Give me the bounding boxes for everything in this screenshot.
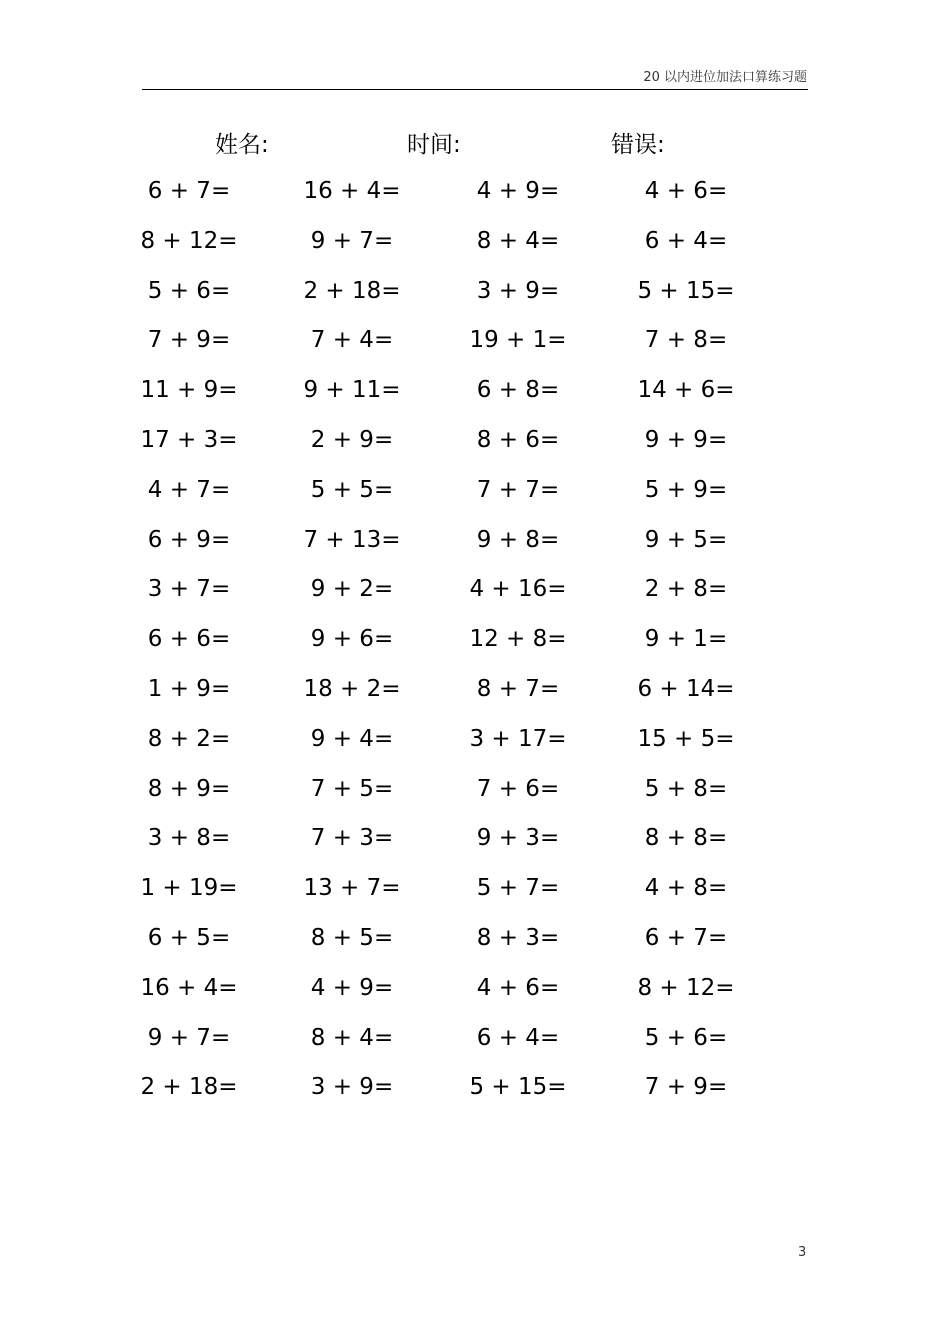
problem-item: 8 + 9=: [147, 776, 231, 802]
problem-item: 2 + 18=: [140, 1074, 238, 1100]
problem-item: 9 + 3=: [476, 825, 560, 851]
problem-item: 3 + 9=: [310, 1074, 394, 1100]
problem-item: 5 + 9=: [644, 477, 728, 503]
problem-item: 6 + 9=: [147, 527, 231, 553]
problem-item: 7 + 6=: [476, 776, 560, 802]
problem-item: 4 + 6=: [476, 975, 560, 1001]
problem-item: 7 + 4=: [310, 327, 394, 353]
problem-item: 19 + 1=: [469, 327, 567, 353]
problem-item: 4 + 9=: [476, 178, 560, 204]
page-number: 3: [798, 1245, 807, 1260]
problem-item: 9 + 7=: [310, 228, 394, 254]
problem-item: 8 + 8=: [644, 825, 728, 851]
problem-item: 17 + 3=: [140, 427, 238, 453]
problem-item: 1 + 19=: [140, 875, 238, 901]
problem-item: 5 + 6=: [644, 1025, 728, 1051]
problem-item: 7 + 13=: [303, 527, 401, 553]
problem-item: 8 + 3=: [476, 925, 560, 951]
problem-item: 15 + 5=: [637, 726, 735, 752]
errors-field-label: 错误:: [611, 132, 665, 158]
problem-item: 2 + 9=: [310, 427, 394, 453]
problem-item: 8 + 7=: [476, 676, 560, 702]
problem-item: 16 + 4=: [303, 178, 401, 204]
problem-item: 7 + 3=: [310, 825, 394, 851]
problem-item: 4 + 8=: [644, 875, 728, 901]
problem-item: 8 + 12=: [140, 228, 238, 254]
problem-item: 4 + 9=: [310, 975, 394, 1001]
problem-item: 7 + 5=: [310, 776, 394, 802]
problem-item: 3 + 17=: [469, 726, 567, 752]
problem-item: 9 + 9=: [644, 427, 728, 453]
problem-item: 9 + 8=: [476, 527, 560, 553]
problem-item: 5 + 5=: [310, 477, 394, 503]
problem-item: 2 + 8=: [644, 576, 728, 602]
problem-item: 4 + 16=: [469, 576, 567, 602]
problem-item: 3 + 9=: [476, 278, 560, 304]
problem-item: 7 + 8=: [644, 327, 728, 353]
problem-item: 8 + 12=: [637, 975, 735, 1001]
problem-item: 3 + 7=: [147, 576, 231, 602]
problem-item: 8 + 5=: [310, 925, 394, 951]
problem-item: 9 + 6=: [310, 626, 394, 652]
problem-item: 5 + 15=: [469, 1074, 567, 1100]
problem-item: 9 + 11=: [303, 377, 401, 403]
problem-item: 8 + 4=: [476, 228, 560, 254]
problem-item: 8 + 6=: [476, 427, 560, 453]
problem-item: 7 + 7=: [476, 477, 560, 503]
problem-item: 8 + 2=: [147, 726, 231, 752]
problem-item: 9 + 4=: [310, 726, 394, 752]
problem-item: 6 + 4=: [476, 1025, 560, 1051]
problem-item: 6 + 7=: [644, 925, 728, 951]
problem-item: 9 + 5=: [644, 527, 728, 553]
problem-item: 7 + 9=: [644, 1074, 728, 1100]
problem-item: 1 + 9=: [147, 676, 231, 702]
problem-item: 2 + 18=: [303, 278, 401, 304]
problem-item: 12 + 8=: [469, 626, 567, 652]
problem-item: 6 + 7=: [147, 178, 231, 204]
problem-item: 9 + 7=: [147, 1025, 231, 1051]
problem-item: 5 + 6=: [147, 278, 231, 304]
time-field-label: 时间:: [407, 132, 461, 158]
header-title: 20 以内进位加法口算练习题: [643, 70, 807, 85]
problem-item: 4 + 7=: [147, 477, 231, 503]
problem-item: 6 + 8=: [476, 377, 560, 403]
problem-item: 14 + 6=: [637, 377, 735, 403]
problem-item: 7 + 9=: [147, 327, 231, 353]
name-field-label: 姓名:: [215, 132, 269, 158]
problem-item: 16 + 4=: [140, 975, 238, 1001]
problem-item: 18 + 2=: [303, 676, 401, 702]
problem-item: 3 + 8=: [147, 825, 231, 851]
problem-item: 6 + 4=: [644, 228, 728, 254]
problem-item: 11 + 9=: [140, 377, 238, 403]
problem-item: 8 + 4=: [310, 1025, 394, 1051]
problem-item: 9 + 2=: [310, 576, 394, 602]
problem-item: 5 + 15=: [637, 278, 735, 304]
problem-item: 6 + 6=: [147, 626, 231, 652]
problem-item: 5 + 8=: [644, 776, 728, 802]
problem-item: 6 + 14=: [637, 676, 735, 702]
problem-item: 9 + 1=: [644, 626, 728, 652]
problem-item: 6 + 5=: [147, 925, 231, 951]
problem-item: 5 + 7=: [476, 875, 560, 901]
problem-item: 13 + 7=: [303, 875, 401, 901]
problem-item: 4 + 6=: [644, 178, 728, 204]
